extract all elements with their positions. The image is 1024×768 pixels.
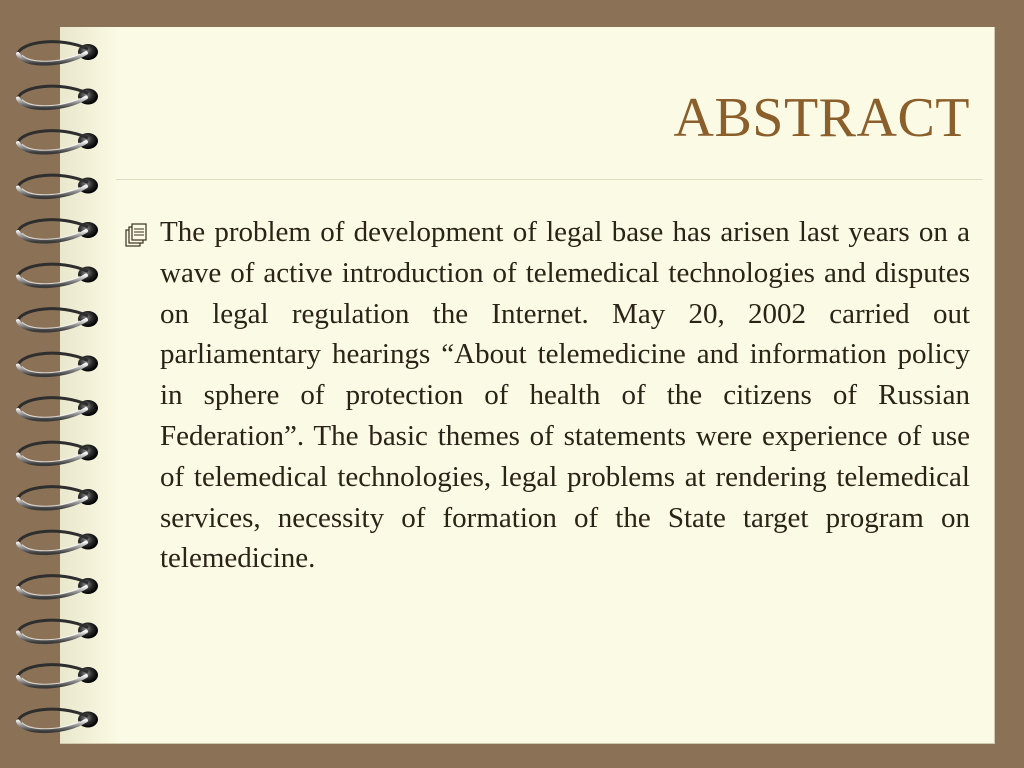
spiral-ring [18,576,98,598]
spiral-ring [18,309,98,331]
spiral-ring [18,131,98,153]
notepad-stack-icon [124,218,148,248]
spiral-ring [18,86,98,108]
spiral-ring [18,42,98,64]
spiral-ring [18,709,98,731]
spiral-ring [18,175,98,197]
spiral-ring [18,620,98,642]
spiral-ring [18,531,98,553]
abstract-paragraph: The problem of development of legal base has arisen last years on a wave of active introduction of telemedical technologies and disputes on legal regulation the Internet. May 20, 2002 carried out parliamentary hearings “About telemedicine and information policy in sphere of protection of health of the citizens of Russian Federation”. The basic themes of statements were experience of use of telemedical technologies, legal problems at rendering telemedical services, necessity of formation of the State target program on telemedicine. [160,216,970,575]
title-divider [116,179,982,180]
spiral-ring [18,353,98,375]
spiral-ring [18,665,98,687]
spiral-ring [18,398,98,420]
slide-title: ABSTRACT [673,87,970,149]
spiral-ring [18,220,98,242]
spiral-ring [18,487,98,509]
spiral-ring [18,442,98,464]
spiral-binding-icon [0,0,110,768]
spiral-ring [18,264,98,286]
